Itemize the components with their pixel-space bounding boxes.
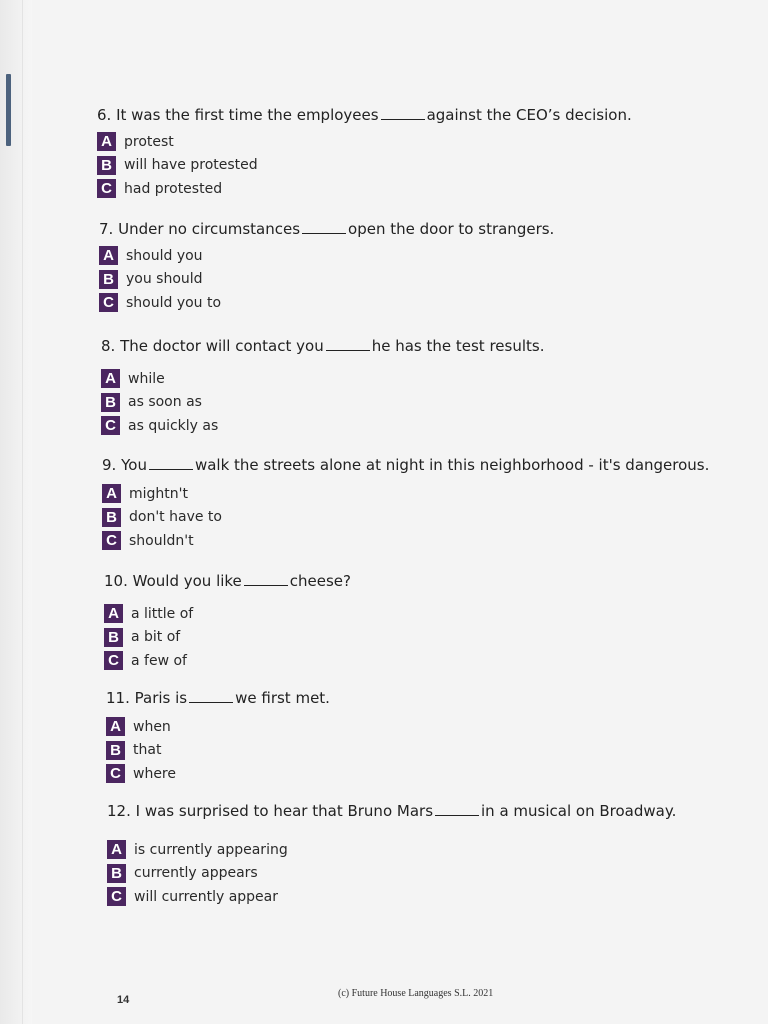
question-text-before: The doctor will contact you (120, 337, 324, 355)
question-number: 11. (106, 689, 130, 707)
question-text (104, 572, 351, 590)
option-text: mightn't (129, 485, 188, 502)
question-text-after: cheese? (289, 572, 351, 590)
option-text: will currently appear (134, 888, 278, 905)
page-number: 14 (117, 994, 130, 1006)
question-text-after: open the door to strangers. (348, 220, 555, 238)
answer-blank (381, 107, 425, 120)
question-number: 10. (104, 572, 128, 590)
question-text (102, 456, 709, 474)
option-text: while (128, 370, 165, 387)
scan-edge-line (22, 0, 23, 1024)
option-letter-badge: C (106, 764, 125, 783)
option-a[interactable] (99, 244, 554, 268)
option-text: currently appears (134, 865, 258, 882)
option-text: don't have to (129, 509, 222, 526)
answer-options (101, 367, 544, 438)
option-a[interactable] (104, 602, 351, 626)
question-text-before: It was the first time the employees (116, 106, 379, 124)
option-a[interactable] (107, 838, 676, 862)
option-b[interactable] (101, 391, 544, 415)
question-text (107, 802, 676, 820)
option-b[interactable] (97, 154, 632, 178)
option-b[interactable] (104, 626, 351, 650)
answer-options (99, 244, 554, 315)
option-letter-badge: B (101, 393, 120, 412)
option-letter-badge: B (97, 156, 116, 175)
question-text-before: You (121, 456, 147, 474)
question-text-after: against the CEO’s decision. (426, 106, 632, 124)
option-a[interactable] (101, 367, 544, 391)
answer-options (107, 838, 676, 909)
option-a[interactable] (102, 482, 709, 506)
question-11 (106, 689, 330, 786)
question-7 (99, 220, 554, 315)
option-c[interactable] (102, 529, 709, 553)
option-text: that (133, 742, 162, 759)
option-letter-badge: C (101, 416, 120, 435)
question-text-after: he has the test results. (371, 337, 545, 355)
option-c[interactable] (106, 762, 330, 786)
question-8 (101, 337, 544, 438)
option-c[interactable] (101, 414, 544, 438)
answer-blank (302, 221, 346, 234)
option-c[interactable] (99, 291, 554, 315)
option-c[interactable] (107, 885, 676, 909)
question-9 (102, 456, 709, 553)
answer-options (102, 482, 709, 553)
question-number: 12. (107, 802, 131, 820)
option-letter-badge: B (106, 741, 125, 760)
option-letter-badge: B (104, 628, 123, 647)
question-text-before: Paris is (134, 689, 188, 707)
option-a[interactable] (97, 130, 632, 154)
question-text-before: Under no circumstances (118, 220, 301, 238)
question-number: 9. (102, 456, 117, 474)
option-a[interactable] (106, 715, 330, 739)
question-number: 7. (99, 220, 114, 238)
option-letter-badge: C (102, 531, 121, 550)
question-text-before: Would you like (132, 572, 242, 590)
option-letter-badge: C (97, 179, 116, 198)
option-text: protest (124, 133, 174, 150)
option-text: a few of (131, 652, 187, 669)
option-text: as quickly as (128, 417, 219, 434)
option-letter-badge: A (107, 840, 126, 859)
question-text-after: we first met. (235, 689, 330, 707)
option-b[interactable] (106, 739, 330, 763)
question-text (101, 337, 544, 355)
option-letter-badge: A (106, 717, 125, 736)
option-text: a little of (131, 605, 194, 622)
answer-blank (244, 573, 288, 586)
question-text-after: walk the streets alone at night in this neighborhood - it's dangerous. (194, 456, 710, 474)
copyright-notice: (c) Future House Languages S.L. 2021 (338, 988, 494, 999)
answer-blank (326, 338, 370, 351)
answer-blank (435, 803, 479, 816)
option-text: as soon as (128, 394, 202, 411)
answer-blank (189, 690, 233, 703)
question-12 (107, 802, 676, 909)
option-text: should you to (126, 294, 222, 311)
option-letter-badge: B (99, 270, 118, 289)
option-letter-badge: A (102, 484, 121, 503)
option-letter-badge: A (99, 246, 118, 265)
option-c[interactable] (97, 177, 632, 201)
option-text: shouldn't (129, 532, 194, 549)
page-left-edge (0, 0, 32, 1024)
option-letter-badge: A (104, 604, 123, 623)
question-text (97, 106, 632, 124)
option-b[interactable] (99, 268, 554, 292)
answer-options (106, 715, 330, 786)
binding-mark (6, 74, 11, 146)
option-letter-badge: B (107, 864, 126, 883)
option-text: when (133, 718, 171, 735)
answer-options (97, 130, 632, 201)
option-text: where (133, 765, 176, 782)
answer-options (104, 602, 351, 673)
option-letter-badge: B (102, 508, 121, 527)
question-text (99, 220, 554, 238)
question-text (106, 689, 330, 707)
question-number: 6. (97, 106, 112, 124)
option-text: will have protested (124, 157, 258, 174)
option-b[interactable] (107, 862, 676, 886)
question-text-after: in a musical on Broadway. (481, 802, 677, 820)
option-letter-badge: A (97, 132, 116, 151)
question-number: 8. (101, 337, 116, 355)
option-c[interactable] (104, 649, 351, 673)
option-letter-badge: C (107, 887, 126, 906)
option-text: had protested (124, 180, 223, 197)
option-text: is currently appearing (134, 841, 288, 858)
option-b[interactable] (102, 506, 709, 530)
option-letter-badge: C (99, 293, 118, 312)
option-text: you should (126, 271, 203, 288)
question-6 (97, 106, 632, 201)
question-text-before: I was surprised to hear that Bruno Mars (135, 802, 434, 820)
option-letter-badge: C (104, 651, 123, 670)
question-10 (104, 572, 351, 673)
option-text: a bit of (131, 629, 181, 646)
option-text: should you (126, 247, 203, 264)
option-letter-badge: A (101, 369, 120, 388)
answer-blank (149, 457, 193, 470)
